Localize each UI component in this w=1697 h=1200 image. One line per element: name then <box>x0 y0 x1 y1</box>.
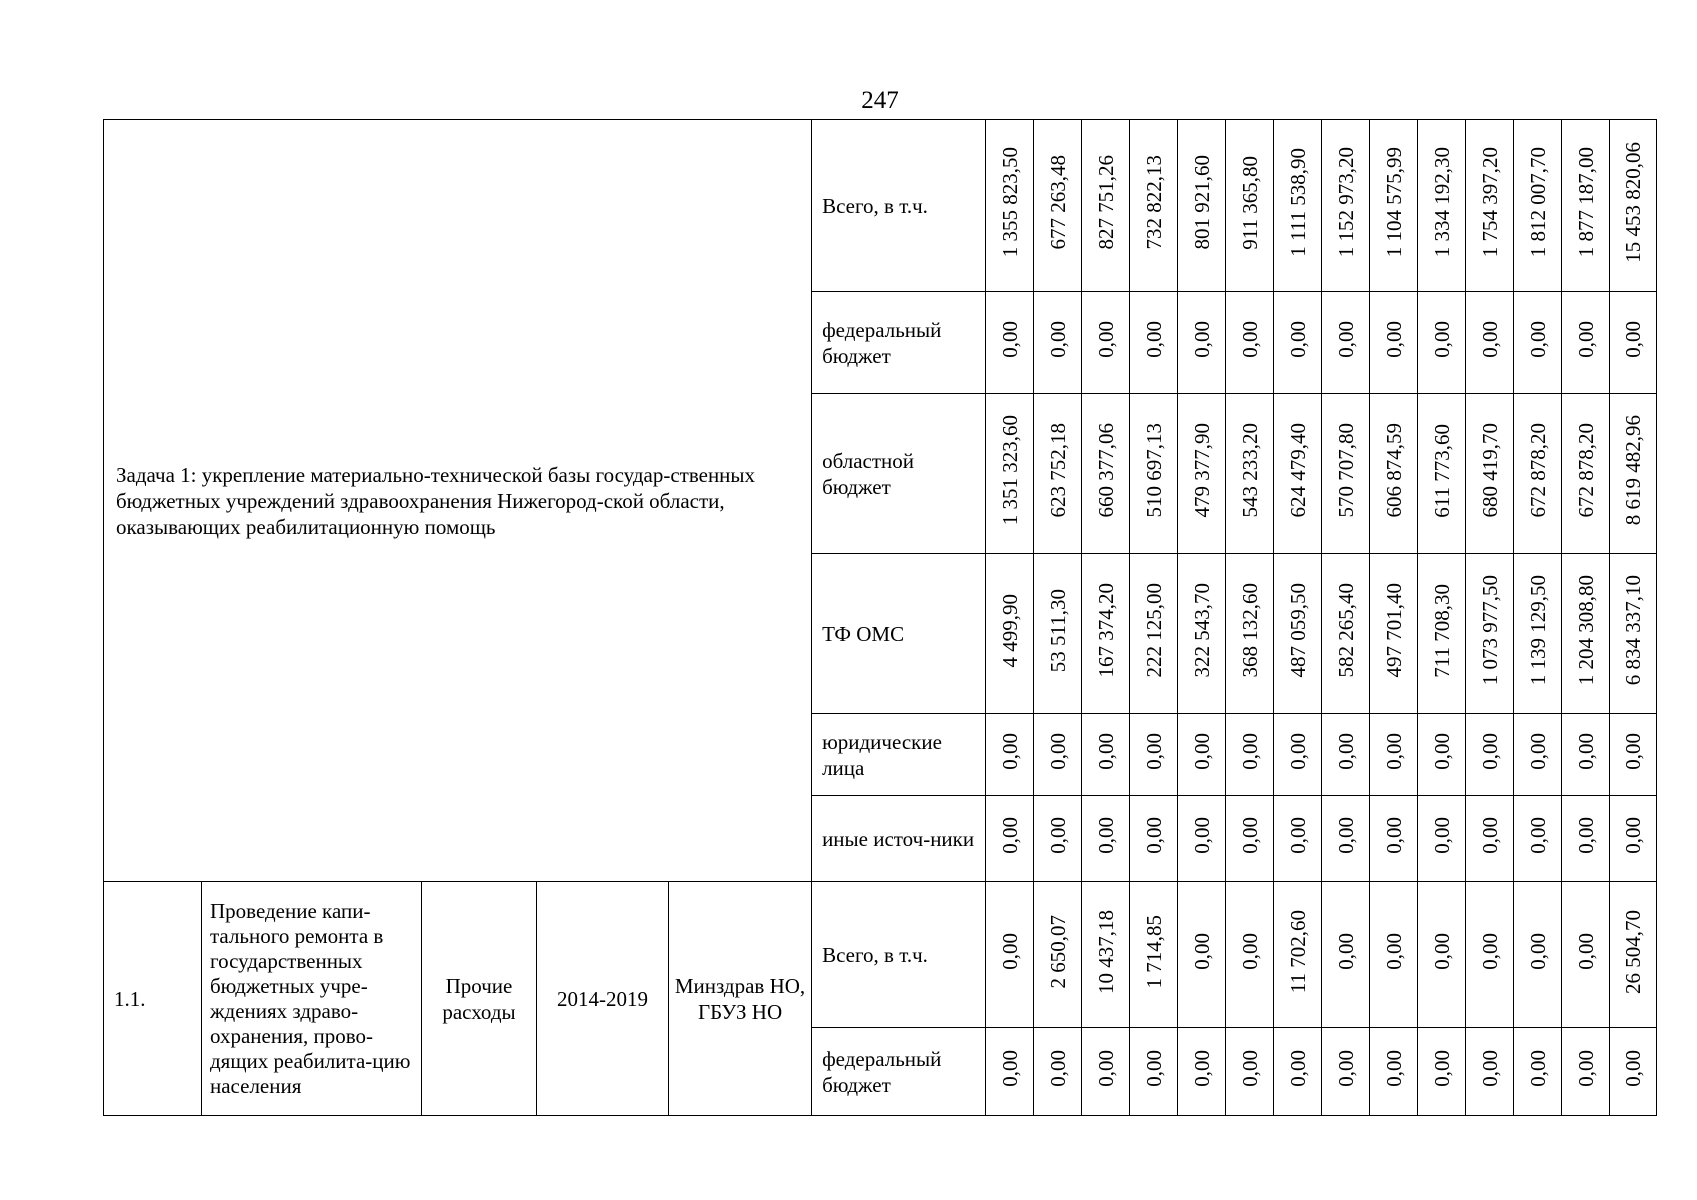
value-text: 0,00 <box>1525 1050 1550 1087</box>
value-cell <box>1322 292 1370 394</box>
value-cell <box>986 882 1034 1028</box>
source-label: иные источ-ники <box>812 796 986 882</box>
value-text: 1 714,85 <box>1141 914 1166 989</box>
value-cell <box>1082 292 1130 394</box>
value-text: 0,00 <box>997 817 1022 854</box>
value-cell <box>986 714 1034 796</box>
value-text: 0,00 <box>1429 1050 1454 1087</box>
value-cell <box>1130 714 1178 796</box>
value-cell <box>1466 714 1514 796</box>
value-cell <box>1274 292 1322 394</box>
value-cell <box>1418 1028 1466 1116</box>
value-cell <box>1226 120 1274 292</box>
value-text: 0,00 <box>1285 1050 1310 1087</box>
value-cell <box>1370 796 1418 882</box>
value-text: 0,00 <box>1045 1050 1070 1087</box>
source-label: Всего, в т.ч. <box>812 120 986 292</box>
value-cell <box>1178 1028 1226 1116</box>
value-text: 0,00 <box>1477 933 1502 970</box>
value-cell <box>1226 554 1274 714</box>
value-text: 911 365,80 <box>1237 155 1262 250</box>
value-text: 497 701,40 <box>1381 583 1406 678</box>
value-text: 0,00 <box>1477 1050 1502 1087</box>
source-label: областной бюджет <box>812 394 986 554</box>
value-cell-total <box>1610 714 1657 796</box>
value-text: 10 437,18 <box>1093 909 1118 994</box>
value-text: 1 355 823,50 <box>997 147 1022 258</box>
value-cell <box>1322 554 1370 714</box>
value-text: 0,00 <box>1525 733 1550 770</box>
value-cell <box>1322 882 1370 1028</box>
value-text: 0,00 <box>997 933 1022 970</box>
value-cell-total <box>1610 554 1657 714</box>
value-text: 0,00 <box>1381 817 1406 854</box>
value-cell <box>1562 1028 1610 1116</box>
value-cell <box>1034 394 1082 554</box>
value-cell <box>1514 394 1562 554</box>
value-text: 0,00 <box>1429 933 1454 970</box>
value-cell-total <box>1610 796 1657 882</box>
value-cell <box>1322 714 1370 796</box>
value-cell <box>1178 292 1226 394</box>
value-text: 0,00 <box>1381 321 1406 358</box>
value-cell <box>1274 1028 1322 1116</box>
value-text: 570 707,80 <box>1333 423 1358 518</box>
value-cell <box>1418 714 1466 796</box>
value-text: 0,00 <box>1429 321 1454 358</box>
value-text: 0,00 <box>1621 817 1646 854</box>
source-label: ТФ ОМС <box>812 554 986 714</box>
source-label: федеральный бюджет <box>812 292 986 394</box>
value-cell-total <box>1610 292 1657 394</box>
value-cell <box>1274 554 1322 714</box>
value-cell-total <box>1610 882 1657 1028</box>
expense-type: Прочие расходы <box>422 882 537 1116</box>
value-text: 0,00 <box>1573 933 1598 970</box>
value-cell <box>1514 796 1562 882</box>
value-text: 322 543,70 <box>1189 583 1214 678</box>
value-text: 1 104 575,99 <box>1381 147 1406 258</box>
value-text: 582 265,40 <box>1333 583 1358 678</box>
value-cell <box>1322 394 1370 554</box>
value-cell <box>1274 120 1322 292</box>
value-cell <box>1082 882 1130 1028</box>
value-text: 0,00 <box>1141 321 1166 358</box>
value-cell <box>1514 120 1562 292</box>
value-text: 660 377,06 <box>1093 423 1118 518</box>
value-cell <box>1274 394 1322 554</box>
value-text: 0,00 <box>1333 321 1358 358</box>
value-text: 0,00 <box>1573 321 1598 358</box>
value-cell <box>1466 120 1514 292</box>
value-cell <box>1178 554 1226 714</box>
value-text: 732 822,13 <box>1141 155 1166 250</box>
activity-name: Проведение капи-тального ремонта в государственных бюджетных учре-ждениях здраво-охранения, прово-дящих реабилита-цию населения <box>202 882 422 1116</box>
value-cell <box>1226 882 1274 1028</box>
page-number: 247 <box>861 87 899 114</box>
value-text: 0,00 <box>1237 1050 1262 1087</box>
value-text: 53 511,30 <box>1045 588 1070 673</box>
value-cell <box>1466 796 1514 882</box>
value-text: 0,00 <box>1189 733 1214 770</box>
value-text: 711 708,30 <box>1429 583 1454 678</box>
value-cell <box>1370 714 1418 796</box>
value-cell <box>1562 554 1610 714</box>
value-cell <box>1130 1028 1178 1116</box>
value-cell-total <box>1610 1028 1657 1116</box>
task-row-total <box>104 120 1657 292</box>
value-text: 827 751,26 <box>1093 155 1118 250</box>
value-text: 1 334 192,30 <box>1429 147 1454 258</box>
value-text: 0,00 <box>1189 933 1214 970</box>
value-text: 1 754 397,20 <box>1477 147 1502 258</box>
value-cell <box>1178 796 1226 882</box>
value-cell <box>1082 554 1130 714</box>
value-cell <box>1034 120 1082 292</box>
value-text: 672 878,20 <box>1573 423 1598 518</box>
value-cell <box>1370 1028 1418 1116</box>
value-cell <box>986 292 1034 394</box>
value-cell <box>1082 394 1130 554</box>
value-text: 0,00 <box>1093 817 1118 854</box>
value-cell <box>1466 882 1514 1028</box>
value-text: 0,00 <box>1525 933 1550 970</box>
value-cell <box>1370 554 1418 714</box>
value-text: 0,00 <box>1477 733 1502 770</box>
value-text: 167 374,20 <box>1093 583 1118 678</box>
value-text: 0,00 <box>1237 733 1262 770</box>
value-cell <box>1322 1028 1370 1116</box>
value-text: 0,00 <box>1189 321 1214 358</box>
value-text: 368 132,60 <box>1237 583 1262 678</box>
source-label: федеральный бюджет <box>812 1028 986 1116</box>
value-text: 623 752,18 <box>1045 423 1070 518</box>
value-text: 624 479,40 <box>1285 423 1310 518</box>
value-cell <box>1082 1028 1130 1116</box>
value-cell <box>1274 796 1322 882</box>
value-text: 1 139 129,50 <box>1525 575 1550 686</box>
value-cell <box>1418 796 1466 882</box>
value-text: 0,00 <box>1237 933 1262 970</box>
activity-executor: Минздрав НО, ГБУЗ НО <box>669 882 812 1116</box>
value-text: 0,00 <box>1333 1050 1358 1087</box>
value-text: 487 059,50 <box>1285 583 1310 678</box>
value-text: 0,00 <box>1285 733 1310 770</box>
value-text: 510 697,13 <box>1141 423 1166 518</box>
value-cell <box>1418 554 1466 714</box>
value-text: 0,00 <box>1381 733 1406 770</box>
value-cell <box>1178 394 1226 554</box>
value-text: 0,00 <box>1285 817 1310 854</box>
activity-period: 2014-2019 <box>537 882 669 1116</box>
value-text: 0,00 <box>1525 817 1550 854</box>
value-text: 801 921,60 <box>1189 155 1214 250</box>
value-cell <box>1130 882 1178 1028</box>
activity-index: 1.1. <box>104 882 202 1116</box>
value-cell <box>1562 120 1610 292</box>
value-cell <box>1130 554 1178 714</box>
value-cell <box>1082 120 1130 292</box>
value-cell <box>1130 292 1178 394</box>
value-cell <box>1370 882 1418 1028</box>
value-cell <box>1370 120 1418 292</box>
value-cell <box>1226 714 1274 796</box>
value-cell <box>986 554 1034 714</box>
value-text: 0,00 <box>1237 321 1262 358</box>
value-cell <box>1562 292 1610 394</box>
value-text: 0,00 <box>1381 1050 1406 1087</box>
value-cell <box>1178 714 1226 796</box>
value-text: 0,00 <box>1621 321 1646 358</box>
value-text: 15 453 820,06 <box>1621 142 1646 263</box>
value-cell <box>1466 554 1514 714</box>
value-cell <box>1418 120 1466 292</box>
value-cell <box>986 120 1034 292</box>
value-text: 0,00 <box>1093 1050 1118 1087</box>
value-cell <box>1226 796 1274 882</box>
value-cell <box>1034 554 1082 714</box>
value-cell <box>1418 882 1466 1028</box>
value-text: 8 619 482,96 <box>1621 415 1646 526</box>
value-text: 0,00 <box>1093 321 1118 358</box>
value-text: 0,00 <box>1285 321 1310 358</box>
value-cell <box>1082 714 1130 796</box>
value-text: 0,00 <box>1141 1050 1166 1087</box>
value-text: 1 111 538,90 <box>1285 148 1310 257</box>
value-text: 0,00 <box>1477 817 1502 854</box>
value-text: 1 204 308,80 <box>1573 575 1598 686</box>
activity-row-total <box>104 882 1657 1028</box>
value-text: 11 702,60 <box>1285 909 1310 994</box>
value-cell <box>986 1028 1034 1116</box>
value-text: 479 377,90 <box>1189 423 1214 518</box>
value-text: 0,00 <box>1045 321 1070 358</box>
value-cell-total <box>1610 120 1657 292</box>
value-cell <box>1034 882 1082 1028</box>
value-cell <box>1562 394 1610 554</box>
value-text: 0,00 <box>1381 933 1406 970</box>
value-cell <box>1562 714 1610 796</box>
value-text: 6 834 337,10 <box>1621 575 1646 686</box>
task-description: Задача 1: укрепление материально-технической базы государ-ственных бюджетных учреждений здравоохранения Нижегород-ской области, оказывающих реабилитационную помощь <box>104 120 812 882</box>
value-cell <box>1466 394 1514 554</box>
value-text: 680 419,70 <box>1477 423 1502 518</box>
value-text: 672 878,20 <box>1525 423 1550 518</box>
value-text: 0,00 <box>1333 933 1358 970</box>
budget-table <box>103 119 1657 1116</box>
value-text: 0,00 <box>1141 733 1166 770</box>
value-cell <box>1514 554 1562 714</box>
value-text: 0,00 <box>1621 1050 1646 1087</box>
value-cell <box>1418 394 1466 554</box>
value-text: 0,00 <box>997 733 1022 770</box>
value-cell <box>1466 292 1514 394</box>
value-cell <box>1514 714 1562 796</box>
value-text: 0,00 <box>1429 817 1454 854</box>
value-text: 0,00 <box>1141 817 1166 854</box>
value-cell <box>1226 394 1274 554</box>
value-text: 1 152 973,20 <box>1333 147 1358 258</box>
value-cell <box>1514 292 1562 394</box>
value-text: 222 125,00 <box>1141 583 1166 678</box>
value-text: 0,00 <box>1573 733 1598 770</box>
value-cell <box>1466 1028 1514 1116</box>
value-text: 0,00 <box>1429 733 1454 770</box>
value-text: 606 874,59 <box>1381 423 1406 518</box>
value-cell <box>1562 796 1610 882</box>
value-cell <box>1418 292 1466 394</box>
value-text: 1 877 187,00 <box>1573 147 1598 258</box>
value-cell <box>1130 394 1178 554</box>
value-cell <box>1130 120 1178 292</box>
value-cell <box>1034 292 1082 394</box>
value-text: 0,00 <box>1237 817 1262 854</box>
value-text: 2 650,07 <box>1045 914 1070 989</box>
value-cell-total <box>1610 394 1657 554</box>
value-text: 0,00 <box>997 1050 1022 1087</box>
value-text: 26 504,70 <box>1621 909 1646 994</box>
value-text: 4 499,90 <box>997 593 1022 668</box>
value-text: 0,00 <box>1045 733 1070 770</box>
value-text: 0,00 <box>1525 321 1550 358</box>
value-text: 0,00 <box>1573 1050 1598 1087</box>
value-text: 0,00 <box>997 321 1022 358</box>
value-cell <box>1178 120 1226 292</box>
value-cell <box>1274 882 1322 1028</box>
value-cell <box>1370 292 1418 394</box>
value-cell <box>1322 796 1370 882</box>
source-label: юридические лица <box>812 714 986 796</box>
source-label: Всего, в т.ч. <box>812 882 986 1028</box>
value-cell <box>1034 796 1082 882</box>
value-text: 0,00 <box>1093 733 1118 770</box>
value-cell <box>1370 394 1418 554</box>
value-cell <box>1034 714 1082 796</box>
value-text: 0,00 <box>1045 817 1070 854</box>
value-cell <box>1178 882 1226 1028</box>
value-text: 677 263,48 <box>1045 155 1070 250</box>
value-text: 0,00 <box>1477 321 1502 358</box>
value-cell <box>1322 120 1370 292</box>
value-text: 0,00 <box>1333 817 1358 854</box>
value-text: 1 351 323,60 <box>997 415 1022 526</box>
value-cell <box>1514 1028 1562 1116</box>
value-cell <box>1562 882 1610 1028</box>
value-cell <box>1226 1028 1274 1116</box>
value-text: 611 773,60 <box>1429 423 1454 518</box>
value-text: 0,00 <box>1333 733 1358 770</box>
value-cell <box>1514 882 1562 1028</box>
value-cell <box>1226 292 1274 394</box>
value-text: 0,00 <box>1621 733 1646 770</box>
value-cell <box>986 796 1034 882</box>
value-cell <box>1034 1028 1082 1116</box>
value-cell <box>1274 714 1322 796</box>
value-cell <box>1130 796 1178 882</box>
value-text: 0,00 <box>1573 817 1598 854</box>
value-text: 1 073 977,50 <box>1477 575 1502 686</box>
value-text: 0,00 <box>1189 1050 1214 1087</box>
value-cell <box>1082 796 1130 882</box>
value-cell <box>986 394 1034 554</box>
value-text: 0,00 <box>1189 817 1214 854</box>
value-text: 1 812 007,70 <box>1525 147 1550 258</box>
value-text: 543 233,20 <box>1237 423 1262 518</box>
